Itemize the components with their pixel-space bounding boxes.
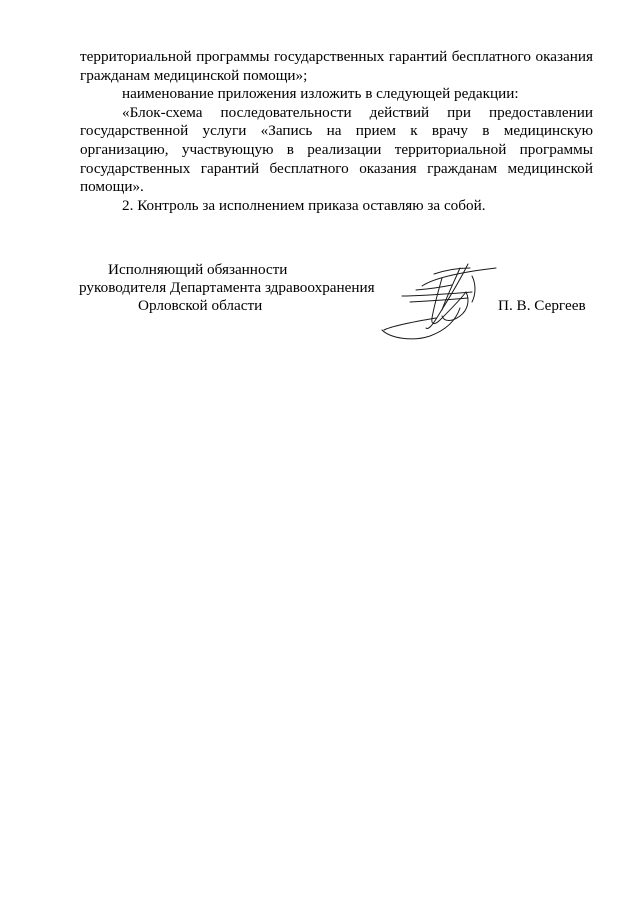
position-line-2: руководителя Департамента здравоохранения xyxy=(79,279,375,296)
signatory-position xyxy=(79,261,379,315)
handwritten-signature-icon xyxy=(372,256,502,342)
paragraph-appendix-title: «Блок-схема последовательности действий при предоставлении государственной услуги «Запись на прием к врачу в медицинскую организацию, участвующую в реализации территориальной программы государственных гарантий бесплатного оказания гражданам медицинской помощи». xyxy=(80,103,593,196)
document-body xyxy=(80,48,593,215)
paragraph-continuation: территориальной программы государственных гарантий бесплатного оказания гражданам медицинской помощи»; xyxy=(80,48,593,84)
position-line-1: Исполняющий обязанности xyxy=(108,261,288,278)
paragraph-item-2: 2. Контроль за исполнением приказа оставляю за собой. xyxy=(122,196,486,214)
position-line-3: Орловской области xyxy=(138,297,263,314)
signer-name: П. В. Сергеев xyxy=(498,297,586,314)
paragraph-appendix-title-instruction: наименование приложения изложить в следующей редакции: xyxy=(122,85,519,103)
